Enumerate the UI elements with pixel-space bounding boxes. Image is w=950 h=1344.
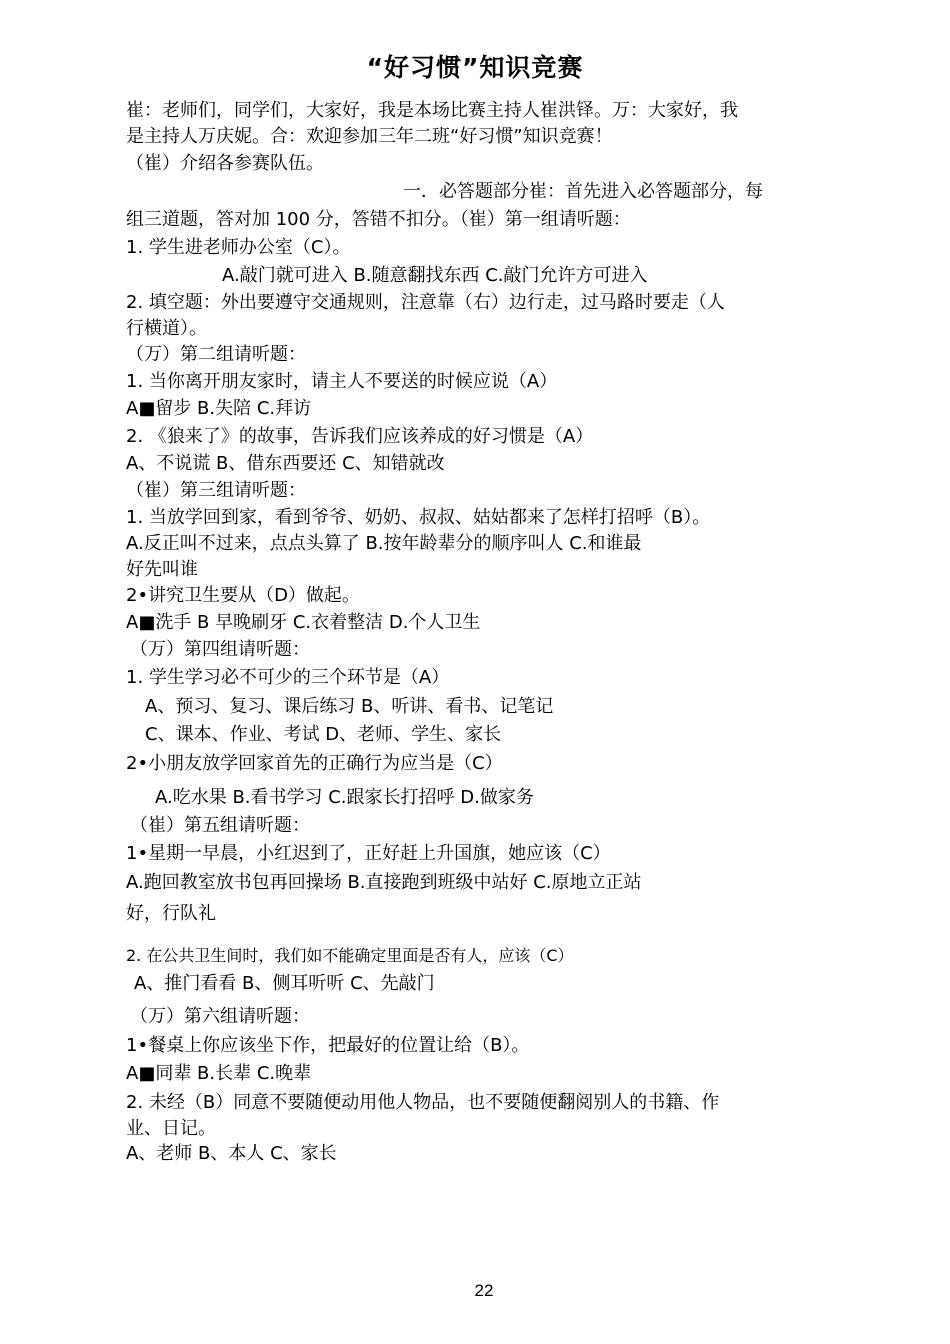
group-heading: （万）第六组请听题： [130, 1006, 310, 1027]
answer-options: A.跑回教室放书包再回操场 B.直接跑到班级中站好 C.原地立正站 [126, 872, 642, 893]
answer-options: A、预习、复习、课后练习 B、听讲、看书、记笔记 [145, 696, 554, 717]
text-line: 崔：老师们，同学们，大家好，我是本场比赛主持人崔洪铎。万：大家好，我 [126, 100, 738, 121]
question: 1. 当放学回到家，看到爷爷、奶奶、叔叔、姑姑都来了怎样打招呼（B）。 [126, 507, 711, 528]
group-heading: （崔）第三组请听题： [126, 480, 306, 501]
group-heading: （万）第四组请听题： [130, 639, 310, 660]
answer-options: A.反正叫不过来，点点头算了 B.按年龄辈分的顺序叫人 C.和谁最 [126, 533, 642, 554]
text-line: 组三道题，答对加 100 分，答错不扣分。（崔）第一组请听题： [126, 209, 631, 230]
answer-options: A.敲门就可进入 B.随意翻找东西 C.敲门允许方可进入 [222, 265, 648, 286]
answer-options: 好，行队礼 [126, 903, 216, 924]
question: 1•星期一早晨，小红迟到了，正好赶上升国旗，她应该（C） [126, 843, 611, 864]
question: 2•讲究卫生要从（D）做起。 [126, 585, 360, 606]
question: 1. 学生学习必不可少的三个环节是（A） [126, 667, 450, 688]
question: 2. 在公共卫生间时，我们如不能确定里面是否有人，应该（C） [126, 946, 574, 965]
question: 行横道）。 [126, 318, 207, 339]
document-title: “好习惯”知识竞赛 [366, 53, 584, 82]
answer-options: 好先叫谁 [126, 559, 198, 580]
answer-options: A■留步 B.失陪 C.拜访 [126, 398, 312, 419]
question: 1. 学生进老师办公室（C）。 [126, 237, 351, 258]
answer-options: A■洗手 B 早晚刷牙 C.衣着整洁 D.个人卫生 [126, 612, 481, 633]
question: 2. 填空题：外出要遵守交通规则，注意靠（右）边行走，过马路时要走（人 [126, 292, 725, 313]
question: 1. 当你离开朋友家时，请主人不要送的时候应说（A） [126, 371, 558, 392]
text-line: 是主持人万庆妮。合：欢迎参加三年二班“好习惯”知识竞赛！ [126, 126, 613, 147]
section-heading: 一．必答题部分崔：首先进入必答题部分，每 [403, 181, 763, 202]
answer-options: C、课本、作业、考试 D、老师、学生、家长 [145, 724, 502, 745]
answer-options: A、不说谎 B、借东西要还 C、知错就改 [126, 453, 445, 474]
text-line: （崔）介绍各参赛队伍。 [126, 153, 324, 174]
answer-options: A.吃水果 B.看书学习 C.跟家长打招呼 D.做家务 [155, 787, 534, 808]
question: 业、日记。 [126, 1118, 216, 1139]
question: 2. 《狼来了》的故事，告诉我们应该养成的好习惯是（A） [126, 426, 594, 447]
answer-options: A、推门看看 B、侧耳听听 C、先敲门 [134, 973, 435, 994]
answer-options: A、老师 B、本人 C、家长 [126, 1143, 337, 1164]
question: 2. 未经（B）同意不要随便动用他人物品，也不要随便翻阅别人的书籍、作 [126, 1092, 720, 1113]
question: 2•小朋友放学回家首先的正确行为应当是（C） [126, 753, 503, 774]
group-heading: （万）第二组请听题： [126, 344, 306, 365]
question: 1•餐桌上你应该坐下作，把最好的位置让给（B）。 [126, 1035, 530, 1056]
group-heading: （崔）第五组请听题： [130, 815, 310, 836]
page-number: 22 [474, 1281, 494, 1300]
answer-options: A■同辈 B.长辈 C.晚辈 [126, 1063, 312, 1084]
